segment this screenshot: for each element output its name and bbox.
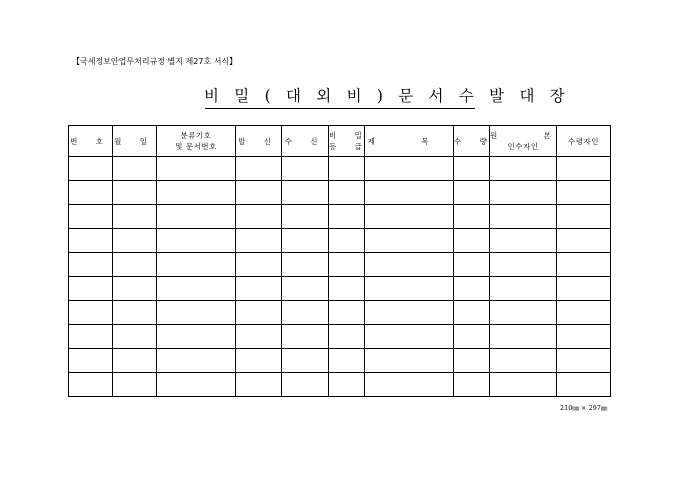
col-header-receiver-seal-label: 수령자인 — [568, 136, 599, 146]
table-cell[interactable] — [69, 157, 113, 181]
table-cell[interactable] — [236, 253, 282, 277]
table-cell[interactable] — [365, 277, 454, 301]
col-header-subject-label: 제 목 — [367, 136, 451, 146]
table-cell[interactable] — [236, 157, 282, 181]
table-cell[interactable] — [454, 349, 490, 373]
table-cell[interactable] — [490, 229, 557, 253]
title-underline — [205, 108, 475, 109]
table-cell[interactable] — [113, 181, 157, 205]
table-cell[interactable] — [329, 181, 365, 205]
table-cell[interactable] — [490, 277, 557, 301]
table-cell[interactable] — [282, 205, 329, 229]
table-cell[interactable] — [329, 229, 365, 253]
col-header-date-label: 월 일 — [114, 136, 155, 146]
table-cell[interactable] — [365, 373, 454, 397]
table-cell[interactable] — [454, 181, 490, 205]
table-cell[interactable] — [113, 277, 157, 301]
table-cell[interactable] — [69, 325, 113, 349]
table-cell[interactable] — [329, 253, 365, 277]
table-cell[interactable] — [236, 349, 282, 373]
table-cell[interactable] — [113, 301, 157, 325]
table-cell[interactable] — [365, 205, 454, 229]
table-cell[interactable] — [236, 205, 282, 229]
table-cell[interactable] — [157, 181, 236, 205]
col-header-original — [490, 126, 573, 157]
table-cell[interactable] — [157, 301, 236, 325]
table-row — [69, 157, 611, 181]
table-cell[interactable] — [454, 157, 490, 181]
table-cell[interactable] — [282, 181, 329, 205]
table-cell[interactable] — [157, 205, 236, 229]
table-cell[interactable] — [329, 301, 365, 325]
col-header-original-line2: 인수자인 — [507, 142, 539, 151]
table-cell[interactable] — [113, 325, 157, 349]
table-cell[interactable] — [157, 157, 236, 181]
table-cell[interactable] — [365, 181, 454, 205]
table-cell[interactable] — [157, 277, 236, 301]
table-cell[interactable] — [365, 301, 454, 325]
table-cell[interactable] — [365, 229, 454, 253]
table-cell[interactable] — [69, 253, 113, 277]
table-cell[interactable] — [454, 373, 490, 397]
table-cell[interactable] — [329, 157, 365, 181]
col-header-recipient — [282, 126, 329, 157]
table-row — [69, 253, 611, 277]
table-cell[interactable] — [557, 373, 611, 397]
table-cell[interactable] — [113, 349, 157, 373]
table-cell[interactable] — [282, 325, 329, 349]
col-header-classification-line2: 및 문서번호 — [175, 142, 217, 151]
col-header-recipient-label: 수 신 — [284, 136, 326, 146]
table-cell[interactable] — [282, 157, 329, 181]
table-cell[interactable] — [454, 325, 490, 349]
form-reference: 【국세정보안업무처리규정 별지 제27호 서식】 — [72, 57, 238, 66]
table-row — [69, 229, 611, 253]
table-cell[interactable] — [157, 253, 236, 277]
table-cell[interactable] — [113, 205, 157, 229]
table-cell[interactable] — [490, 325, 557, 349]
table-cell[interactable] — [490, 181, 557, 205]
table-cell[interactable] — [329, 349, 365, 373]
col-header-number-label: 번 호 — [70, 136, 111, 146]
table-cell[interactable] — [113, 157, 157, 181]
table-cell[interactable] — [490, 373, 557, 397]
table-cell[interactable] — [454, 205, 490, 229]
table-cell[interactable] — [329, 277, 365, 301]
col-header-sender — [236, 126, 282, 157]
table-cell[interactable] — [490, 253, 557, 277]
table-cell[interactable] — [69, 349, 113, 373]
header-row — [69, 126, 611, 157]
table-cell[interactable] — [69, 205, 113, 229]
table-cell[interactable] — [157, 325, 236, 349]
table-cell[interactable] — [113, 229, 157, 253]
table-cell[interactable] — [557, 157, 611, 181]
table-cell[interactable] — [490, 157, 557, 181]
table-cell[interactable] — [329, 325, 365, 349]
table-cell[interactable] — [454, 253, 490, 277]
table-cell[interactable] — [282, 277, 329, 301]
col-header-secret-grade — [329, 126, 370, 157]
table-cell[interactable] — [113, 253, 157, 277]
page-title: 비 밀 ( 대 외 비 ) 문 서 수 발 대 장 — [204, 87, 570, 105]
table-cell[interactable] — [490, 349, 557, 373]
table-row — [69, 277, 611, 301]
table-cell[interactable] — [557, 181, 611, 205]
table-cell[interactable] — [236, 325, 282, 349]
table-cell[interactable] — [157, 373, 236, 397]
table-cell[interactable] — [113, 373, 157, 397]
col-header-quantity-label: 수 량 — [454, 136, 495, 146]
table-cell[interactable] — [236, 301, 282, 325]
col-header-number — [69, 126, 113, 157]
col-header-classification — [157, 126, 236, 157]
table-cell[interactable] — [282, 373, 329, 397]
paper-size-note: 210㎜ × 297㎜ — [560, 404, 608, 412]
table-cell[interactable] — [282, 301, 329, 325]
table-cell[interactable] — [557, 205, 611, 229]
table-cell[interactable] — [329, 205, 365, 229]
col-header-sender-label: 발 신 — [238, 136, 279, 146]
table-row — [69, 325, 611, 349]
ledger-body — [69, 157, 611, 397]
ledger-table — [68, 125, 611, 397]
table-cell[interactable] — [236, 277, 282, 301]
table-cell[interactable] — [282, 253, 329, 277]
table-cell[interactable] — [365, 325, 454, 349]
table-cell[interactable] — [282, 349, 329, 373]
table-cell[interactable] — [157, 229, 236, 253]
table-cell[interactable] — [557, 229, 611, 253]
table-cell[interactable] — [557, 349, 611, 373]
table-cell[interactable] — [490, 301, 557, 325]
table-cell[interactable] — [157, 349, 236, 373]
table-cell[interactable] — [236, 373, 282, 397]
col-header-subject — [365, 126, 454, 157]
col-header-classification-line1: 분류기호 — [180, 131, 212, 140]
table-cell[interactable] — [454, 277, 490, 301]
table-row — [69, 181, 611, 205]
table-cell[interactable] — [557, 253, 611, 277]
col-header-quantity — [454, 126, 495, 157]
table-cell[interactable] — [557, 301, 611, 325]
table-cell[interactable] — [329, 373, 365, 397]
table-cell[interactable] — [282, 229, 329, 253]
table-cell[interactable] — [69, 301, 113, 325]
table-cell[interactable] — [236, 181, 282, 205]
table-cell[interactable] — [365, 349, 454, 373]
table-cell[interactable] — [365, 253, 454, 277]
table-cell[interactable] — [236, 229, 282, 253]
table-cell[interactable] — [557, 277, 611, 301]
table-cell[interactable] — [454, 229, 490, 253]
table-row — [69, 373, 611, 397]
table-cell[interactable] — [69, 229, 113, 253]
col-header-secret-grade-line2: 등 급 — [329, 142, 370, 151]
table-cell[interactable] — [490, 205, 557, 229]
col-header-original-line1: 원 본 — [490, 131, 573, 140]
table-row — [69, 349, 611, 373]
table-cell[interactable] — [365, 157, 454, 181]
table-cell[interactable] — [454, 301, 490, 325]
col-header-date — [113, 126, 157, 157]
table-row — [69, 205, 611, 229]
col-header-secret-grade-line1: 비 밀 — [329, 131, 370, 140]
table-cell[interactable] — [69, 277, 113, 301]
table-cell[interactable] — [69, 373, 113, 397]
table-cell[interactable] — [69, 181, 113, 205]
table-row — [69, 301, 611, 325]
table-cell[interactable] — [557, 325, 611, 349]
